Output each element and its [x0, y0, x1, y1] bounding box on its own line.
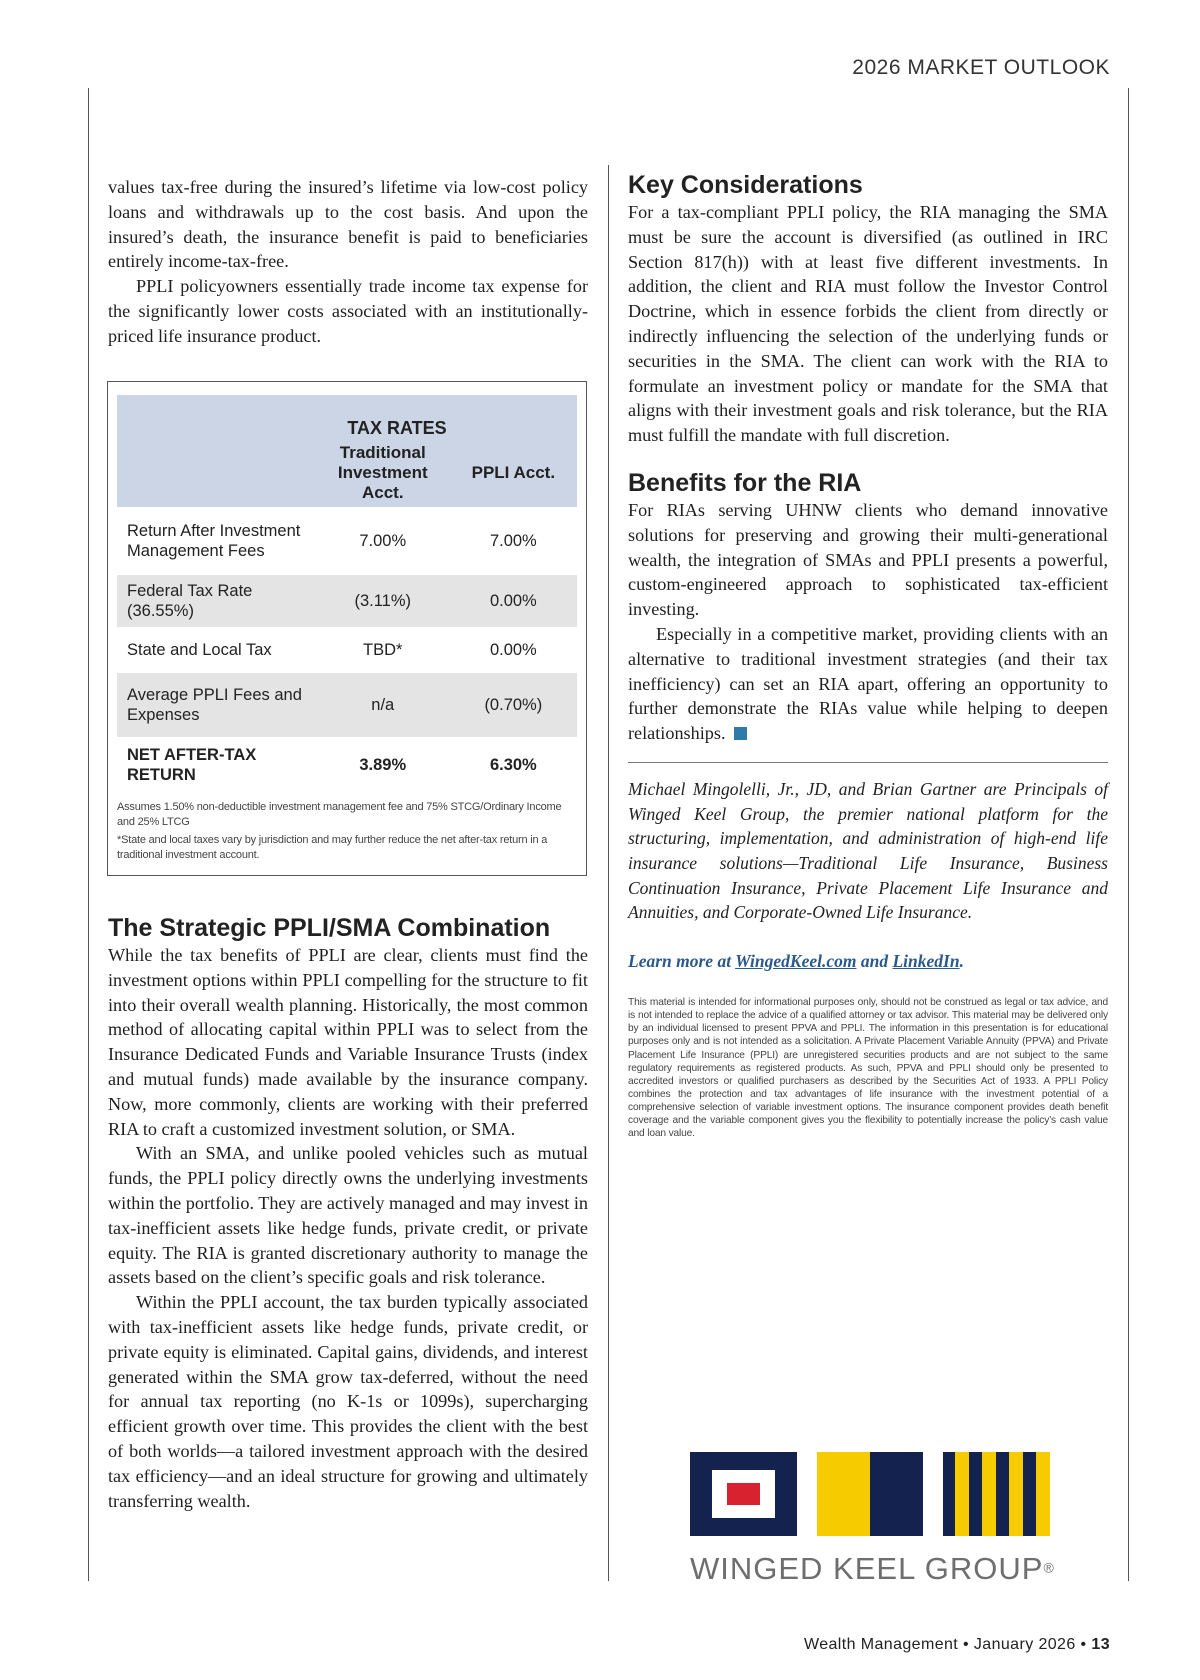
col-header-traditional: Traditional Investment Acct. [337, 443, 428, 502]
row-label: Federal Tax Rate (36.55%) [127, 582, 253, 620]
row-value-ppli: 0.00% [489, 640, 537, 659]
key-considerations-paragraph: For a tax-compliant PPLI policy, the RIA managing the SMA must be sure the account is diversified (as outlined in IRC Section 817(h)) with at least five different investments. In addition, the client and RIA must follow the Investor Control Doctrine, which in essence forbids the client from directly or indirectly influencing the selection of the underlying funds or securities in the SMA. The client can work with the RIA to formulate an investment policy or mandate for the SMA that aligns with their investment goals and risk tolerance, but the RIA must fulfill the mandate with full discretion. [628, 202, 1108, 446]
linkedin-link[interactable]: LinkedIn [892, 951, 960, 972]
footer-separator: • [963, 1636, 970, 1653]
row-value-ppli: (0.70%) [484, 695, 543, 714]
key-considerations-heading: Key Considerations [628, 171, 863, 199]
tax-rates-table-box [107, 381, 587, 876]
row-value-traditional: 3.89% [359, 755, 407, 774]
logo-wordmark: WINGED KEEL GROUP [690, 1551, 1044, 1586]
left-margin-rule [88, 88, 89, 1581]
benefits-paragraph [628, 622, 1108, 746]
benefits-heading: Benefits for the RIA [628, 468, 862, 497]
section-heading: The Strategic PPLI/SMA Combination [108, 914, 551, 942]
row-label: Average PPLI Fees and Expenses [127, 686, 302, 724]
flag-stripe [982, 1452, 996, 1536]
disclaimer: This material is intended for informational purposes only, should not be construed as legal or tax advice, and is not intended to replace the advice of a qualified attorney or tax advisor. This material may be delivered only by an individual licensed to present PPVA and PPLI. The information in this presentation is for educational purposes only and is not intended as a solicitation. A Private Placement Variable Annuity (PPVA) and Private Placement Life Insurance (PPLI) are unregistered securities products and are not subject to the same regulatory requirements as registered products. As such, PPVA and PPLI should only be presented to accredited investors or qualified purchasers as described by the Securities Act of 1933. A PPLI Policy combines the protection and tax advantages of life insurance with the investment potential of a comprehensive selection of variable investment options. The insurance component provides death benefit coverage and the variable component gives you the flexibility to potentially increase the policy’s cash value and loan value. [628, 997, 1108, 1140]
row-value-ppli: 7.00% [489, 531, 537, 550]
table-row [117, 673, 577, 737]
table-footnote: Assumes 1.50% non-deductible investment management fee and 75% STCG/Ordinary Income and 25% LTCG [117, 801, 562, 828]
wingedkeel-link[interactable]: WingedKeel.com [735, 951, 857, 972]
flag-navy-half [870, 1452, 923, 1536]
signal-flags-icon [690, 1452, 1060, 1542]
table-row [117, 575, 577, 627]
row-value-ppli: 0.00% [489, 591, 537, 610]
bio-divider [628, 762, 1108, 763]
right-column [628, 170, 1108, 1140]
flag-yellow-half [817, 1452, 870, 1536]
row-value-ppli: 6.30% [489, 755, 537, 774]
end-mark-icon [734, 727, 747, 740]
table-row-net [117, 737, 577, 793]
table-row [117, 507, 577, 575]
row-value-traditional: TBD* [363, 640, 403, 659]
column-divider-rule [608, 165, 609, 1581]
flag-stripe [955, 1452, 969, 1536]
row-value-traditional: (3.11%) [354, 591, 412, 610]
table-row [117, 627, 577, 673]
winged-keel-logo [690, 1452, 1060, 1586]
section-paragraph: Within the PPLI account, the tax burden typically associated with tax-inefficient assets like hedge funds, private credit, or private equity is eliminated. Capital gains, dividends, and interest generated within the SMA grow tax-deferred, without the need for annual tax reporting (no K-1s or 1099s), supercharging efficient growth over time. This provides the client with the best of both worlds—a tailored investment approach with the desired tax efficiency—and an ideal structure for growing and ultimately transferring wealth. [108, 1292, 588, 1511]
footer-separator: • [1080, 1636, 1087, 1653]
left-section [108, 913, 588, 1513]
row-value-traditional: n/a [371, 695, 395, 714]
flag-stripe [1036, 1452, 1050, 1536]
author-bio: Michael Mingolelli, Jr., JD, and Brian Gartner are Principals of Winged Keel Group, the premier national platform for the structuring, implementation, and administration of high-end life insurance solutions—Traditional Life Insurance, Business Continuation Insurance, Private Placement Life Insurance and Annuities, and Corporate-Owned Life Insurance. [628, 778, 1108, 923]
flag-red-center [727, 1483, 760, 1505]
tax-rates-table [117, 395, 577, 793]
row-label: State and Local Tax [127, 641, 272, 659]
intro-paragraph: values tax-free during the insured’s lifetime via low-cost policy loans and withdrawals up to the cost basis. And upon the insured’s death, the insurance benefit is paid to beneficiaries entirely income-tax-free. [108, 177, 588, 272]
registered-mark: ® [1043, 1559, 1054, 1576]
learn-more [628, 951, 1108, 972]
page-number: 13 [1091, 1636, 1110, 1653]
left-intro [108, 175, 588, 349]
table-title: TAX RATES [347, 418, 447, 438]
row-label: NET AFTER-TAX RETURN [127, 746, 257, 784]
learn-more-suffix: . [959, 951, 964, 972]
table-footnote: *State and local taxes vary by jurisdiction and may further reduce the net after-tax return in a traditional investment account. [117, 834, 548, 861]
row-label: Return After Investment Management Fees [127, 522, 301, 560]
section-paragraph: With an SMA, and unlike pooled vehicles such as mutual funds, the PPLI policy directly owns the underlying investments within the portfolio. They are actively managed and may invest in tax-inefficient assets like hedge funds, private credit, or private equity. The RIA is granted discretionary authority to manage the assets based on the client’s specific goals and risk tolerance. [108, 1143, 588, 1288]
right-margin-rule [1128, 88, 1129, 1581]
running-header: 2026 MARKET OUTLOOK [852, 56, 1110, 79]
row-value-traditional: 7.00% [359, 531, 407, 550]
learn-more-mid: and [856, 951, 893, 972]
section-paragraph: While the tax benefits of PPLI are clear, clients must find the investment options within PPLI compelling for the structure to fit into their overall wealth planning. Historically, the most common method of allocating capital within PPLI was to select from the Insurance Dedicated Funds and Variable Insurance Trusts (index and mutual funds) made available by the insurance company. Now, more commonly, clients are working with their preferred RIA to craft a customized investment solution, or SMA. [108, 945, 588, 1139]
footer-date: January 2026 [973, 1636, 1076, 1653]
benefits-paragraph-text: Especially in a competitive market, providing clients with an alternative to traditional investment strategies (and their tax inefficiency) can set an RIA apart, offering an opportunity to further demonstrate the RIAs value while helping to deepen relationships. [628, 623, 1108, 744]
learn-more-prefix: Learn more at [628, 951, 736, 972]
intro-paragraph: PPLI policyowners essentially trade income tax expense for the significantly lower costs associated with an institutionally-priced life insurance product. [108, 276, 588, 346]
footer-publication: Wealth Management [804, 1636, 959, 1653]
table-corner [117, 439, 316, 507]
page-footer [804, 1636, 1110, 1654]
col-header-ppli: PPLI Acct. [471, 463, 556, 482]
benefits-paragraph: For RIAs serving UHNW clients who demand innovative solutions for preserving and growing their multi-generational wealth, the integration of SMAs and PPLI presents a powerful, custom-engineered approach to sophisticated tax-efficient investing. [628, 499, 1108, 620]
flag-stripe [1009, 1452, 1023, 1536]
